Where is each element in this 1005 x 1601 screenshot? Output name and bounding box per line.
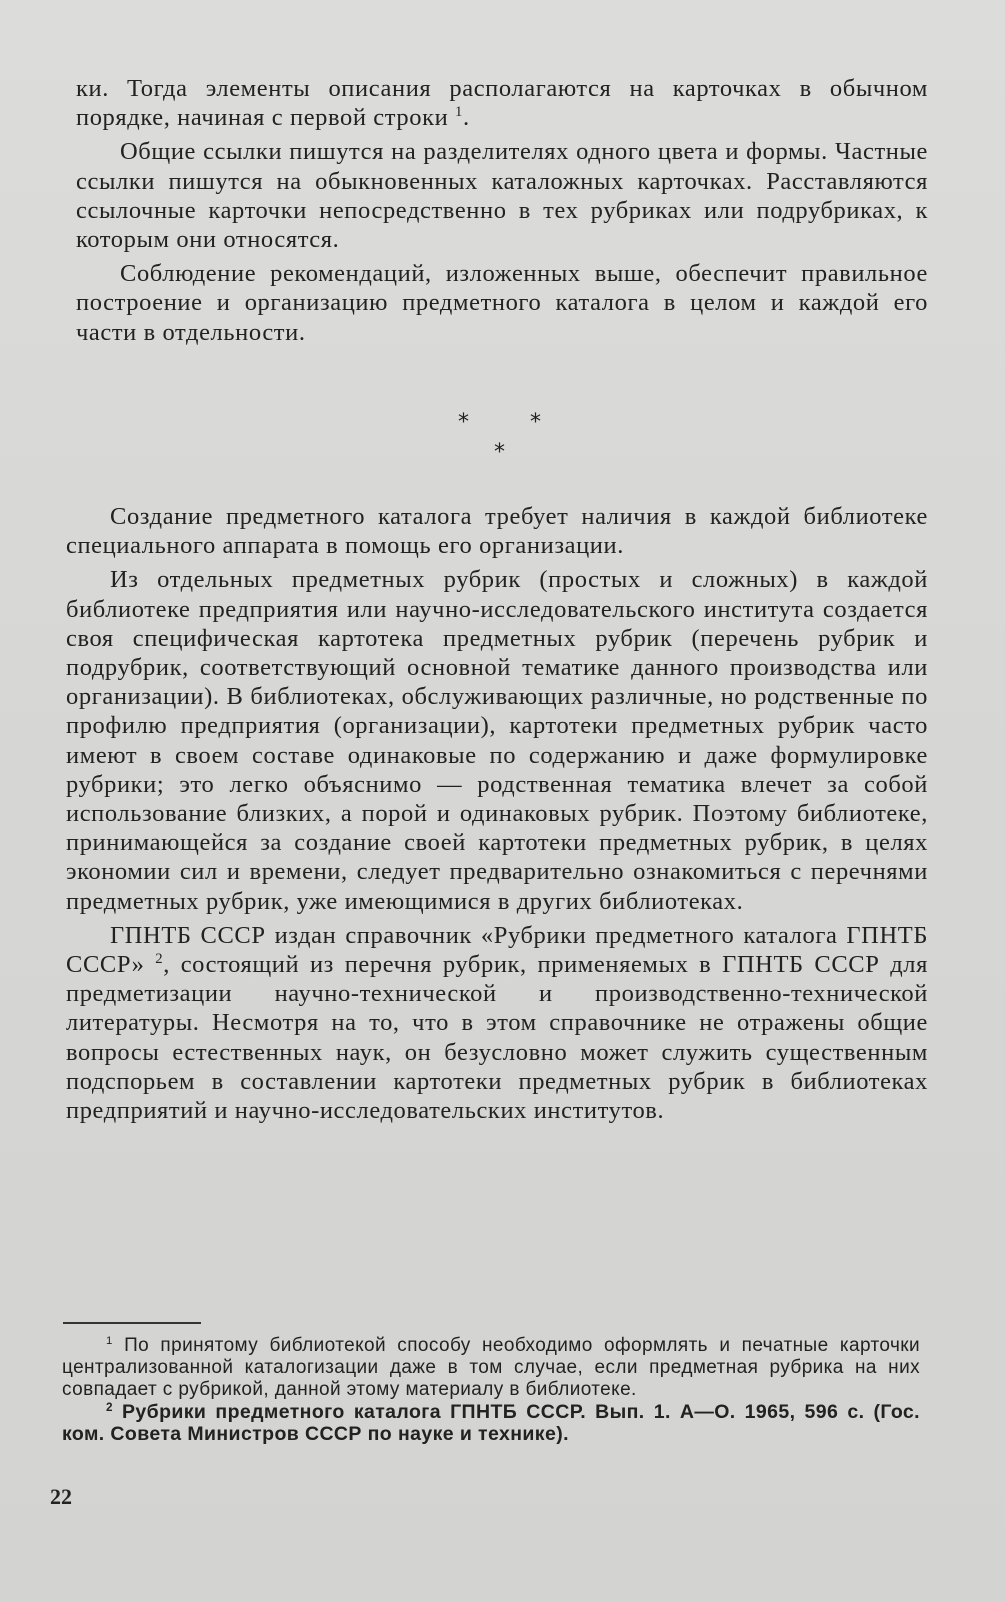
paragraph-tail: , состоящий из перечня рубрик, применяемых в ГПНТБ СССР для предметизации научно-технической и производственно-технической литературы. Несмотря на то, что в этом справочнике не отражены общие вопросы естественных наук, он безусловно может служить существенным подспорьем в составлении картотеки предметных рубрик в библиотеках предприятий и научно-исследовательских институтов. — [66, 951, 928, 1125]
paragraph-text: Из отдельных предметных рубрик (простых и сложных) в каждой библиотеке предприятия или научно-исследовательского института создается своя специфическая картотека предметных рубрик (перечень рубрик и подрубрик, соответствующий основной тематике данного производства или организации). В библиотеках, обслуживающих различные, но родственные по профилю предприятия (организации), картотеки предметных рубрик часто имеют в своем составе одинаковые по содержанию и даже формулировке рубрики; это легко объяснимо — родственная тематика влечет за собой использование близких, а порой и одинаковых рубрик. Поэтому библиотеке, принимающейся за создание своей картотеки предметных рубрик, в целях экономии сил и времени, следует предварительно ознакомиться с перечнями предметных рубрик, уже имеющимися в других библиотеках. — [66, 566, 928, 915]
paragraph-recommendations — [76, 259, 928, 347]
paragraph-creation — [66, 502, 928, 560]
asterisk: * — [494, 440, 505, 465]
section-separator — [0, 410, 1005, 470]
footnote-ref-2[interactable]: 2 — [155, 951, 164, 968]
paragraph-references — [76, 137, 928, 254]
footnote-mark: 2 — [106, 1400, 113, 1414]
footnotes — [62, 1335, 920, 1445]
paragraph-text: ки. Тогда элементы описания располагаются на карточках в обычном порядке, начиная с первой строки — [76, 75, 928, 132]
paragraph-gpntb — [66, 921, 928, 1125]
paragraph-tail: . — [462, 104, 470, 132]
paragraph-text: Создание предметного каталога требует наличия в каждой библиотеке специального аппарата в помощь его организации. — [66, 503, 928, 560]
footnote-2 — [62, 1401, 920, 1445]
asterisk: * — [458, 410, 469, 435]
footnote-ref-1[interactable]: 1 — [455, 104, 463, 121]
text-block-top — [76, 74, 928, 352]
footnote-1 — [62, 1335, 920, 1401]
footnote-divider — [63, 1322, 201, 1324]
paragraph-text: Соблюдение рекомендаций, изложенных выше, обеспечит правильное построение и организацию предметного каталога в целом и каждой его части в отдельности. — [76, 260, 928, 346]
footnote-text: Рубрики предметного каталога ГПНТБ СССР. Вып. 1. А—О. 1965, 596 с. (Гос. ком. Совета Министров СССР по науке и технике). — [62, 1401, 920, 1445]
paragraph-text: Общие ссылки пишутся на разделителях одного цвета и формы. Частные ссылки пишутся на обыкновенных каталожных карточках. Расставляются ссылочные карточки непосредственно в тех рубриках или подрубриках, к которым они относятся. — [76, 138, 928, 254]
paragraph-text: ГПНТБ СССР издан справочник «Рубрики предметного каталога ГПНТБ СССР» — [66, 921, 928, 979]
text-block-bottom — [66, 502, 928, 1130]
footnote-text: По принятому библиотекой способу необходимо оформлять и печатные карточки централизованной каталогизации даже в том случае, если предметная рубрика на них совпадает с рубрикой, данной этому материалу в библиотеке. — [62, 1335, 920, 1400]
asterisk: * — [530, 410, 541, 435]
paragraph-continuation — [76, 74, 928, 132]
page-number: 22 — [50, 1484, 72, 1509]
footnote-mark: 1 — [106, 1335, 113, 1348]
paragraph-rubrics-catalog — [66, 565, 928, 915]
